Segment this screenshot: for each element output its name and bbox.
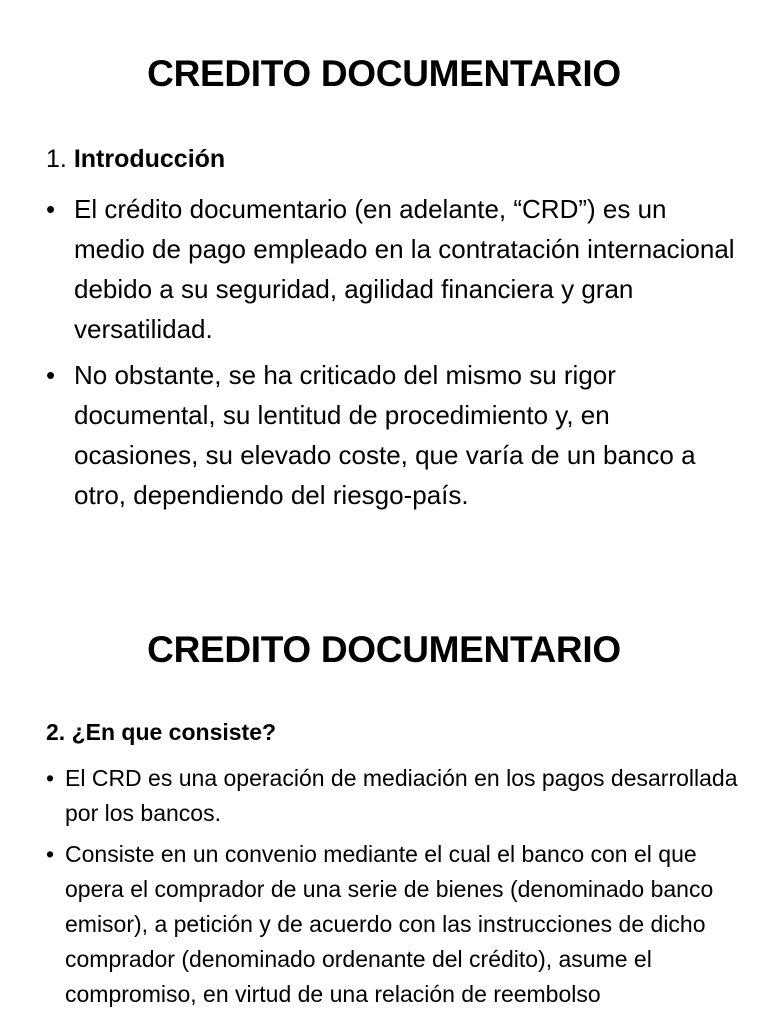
- bullet-text: Consiste en un convenio mediante el cual el banco con el que opera el comprador de una serie de bienes (denominado banco emisor), a petición y de acuerdo con las instrucciones de dicho comprador (denominado ordenante del crédito), asume el compromiso, en virtud de una relación de reembolso: [65, 841, 714, 1007]
- bullet-icon: •: [46, 360, 56, 390]
- section-number: 1.: [46, 145, 67, 173]
- list-item: [46, 355, 738, 515]
- bullet-icon: •: [46, 194, 56, 224]
- bullet-text: El crédito documentario (en adelante, “CRD”) es un medio de pago empleado en la contratación internacional debido a su seguridad, agilidad financiera y gran versatilidad.: [74, 194, 735, 344]
- section-heading: [46, 145, 225, 174]
- bullet-text: El CRD es una operación de mediación en los pagos desarrollada por los bancos.: [65, 765, 738, 826]
- bullet-icon: •: [46, 765, 55, 791]
- list-item: [46, 189, 738, 349]
- bullet-text: No obstante, se ha criticado del mismo su rigor documental, su lentitud de procedimiento y, en ocasiones, su elevado coste, que varía de un banco a otro, dependiendo del riesgo-país.: [74, 360, 696, 510]
- section-heading: 2. ¿En que consiste?: [46, 719, 277, 745]
- list-item: [46, 837, 738, 1012]
- slide-title: CREDITO DOCUMENTARIO: [147, 53, 621, 94]
- list-item: [46, 761, 738, 831]
- section-title: Introducción: [73, 145, 226, 173]
- bullet-list: [46, 189, 738, 521]
- bullet-list: [46, 761, 738, 1018]
- slide-title: CREDITO DOCUMENTARIO: [147, 629, 621, 670]
- slide-2: [0, 576, 768, 1024]
- bullet-icon: •: [46, 841, 55, 867]
